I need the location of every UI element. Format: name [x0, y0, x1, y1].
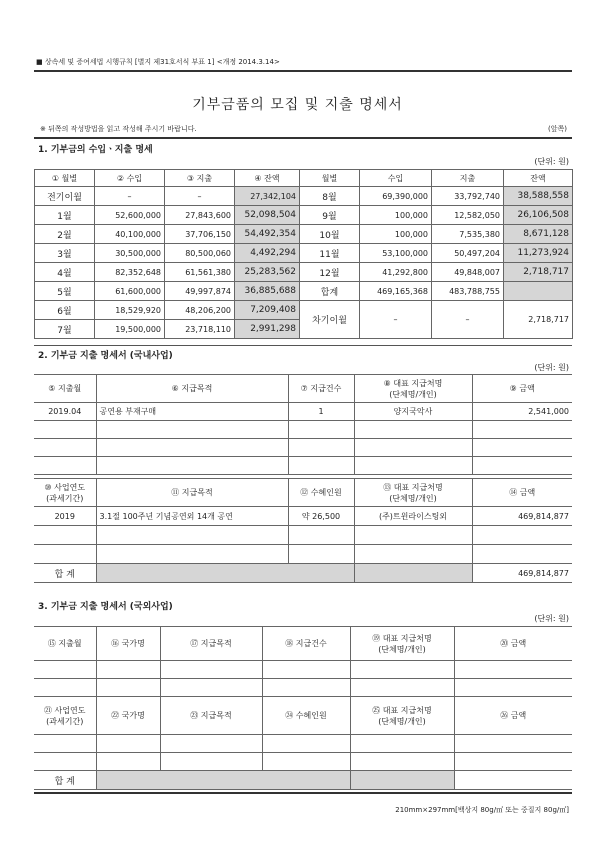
header-business-year: ㉑ 사업연도 (과세기간) [34, 697, 96, 735]
total-shaded-cell [350, 771, 454, 790]
header-amount: ⑳ 금액 [454, 627, 572, 661]
cell-income-2: 69,390,000 [360, 187, 432, 206]
cell-month: 2월 [35, 225, 95, 244]
table-row [35, 206, 573, 225]
header-recipient: ㉕ 대표 지급처명 (단체명/개인) [350, 697, 454, 735]
table-header-row [34, 375, 572, 403]
cell-balance: 25,283,562 [235, 263, 300, 282]
cell-income: 18,529,920 [95, 301, 165, 320]
header-payment-month: ⑮ 지출월 [34, 627, 96, 661]
cell-month-2: 9월 [300, 206, 360, 225]
cell-month: 4월 [35, 263, 95, 282]
cell-total-income: 469,165,368 [360, 282, 432, 301]
cell-balance-2: 26,106,508 [504, 206, 573, 225]
header-country: ㉒ 국가명 [96, 697, 160, 735]
cell-expense: 48,206,200 [165, 301, 235, 320]
table-row [35, 282, 573, 301]
paper-spec: 210mm×297mm[백상지 80g/㎡ 또는 중질지 80g/㎡] [395, 806, 569, 814]
cell-recipient: 양지국악사 [354, 403, 472, 421]
cell-income-2: 100,000 [360, 225, 432, 244]
cell-income: 52,600,000 [95, 206, 165, 225]
header-rule [34, 70, 572, 72]
header-purpose: ㉓ 지급목적 [160, 697, 262, 735]
cell-carryover-income: – [360, 301, 432, 339]
header-amount: ⑨ 금액 [472, 375, 572, 403]
table-row-empty [34, 545, 572, 564]
table-row [35, 263, 573, 282]
section2-title: 2. 기부금 지출 명세서 (국내사업) [38, 351, 173, 361]
table-row-empty [34, 457, 572, 475]
total-label: 합 계 [34, 564, 96, 583]
header-income: ② 수입 [95, 170, 165, 187]
cell-income: 82,352,648 [95, 263, 165, 282]
header-business-year: ⑩ 사업연도 (과세기간) [34, 479, 96, 507]
section1-unit: (단위: 원) [534, 157, 569, 166]
cell-carryover-balance: 2,718,717 [504, 301, 573, 339]
header-month: ① 월별 [35, 170, 95, 187]
cell-balance: 52,098,504 [235, 206, 300, 225]
cell-month: 6월 [35, 301, 95, 320]
cell-income: 30,500,000 [95, 244, 165, 263]
table-header-row [35, 170, 573, 187]
table-row [34, 403, 572, 421]
cell-income-2: 41,292,800 [360, 263, 432, 282]
table-total-row [34, 564, 572, 583]
cell-expense-2: 12,582,050 [432, 206, 504, 225]
total-amount: 469,814,877 [472, 564, 572, 583]
cell-expense: 49,997,874 [165, 282, 235, 301]
cell-income: 40,100,000 [95, 225, 165, 244]
header-income-2: 수입 [360, 170, 432, 187]
table-header-row [34, 479, 572, 507]
table-row [35, 225, 573, 244]
header-purpose: ⑥ 지급목적 [96, 375, 288, 403]
table-row-empty [34, 735, 572, 753]
cell-expense: 27,843,600 [165, 206, 235, 225]
table-row-empty [34, 421, 572, 439]
header-expense-2: 지출 [432, 170, 504, 187]
cell-expense: 23,718,110 [165, 320, 235, 339]
total-shaded-cell [354, 564, 472, 583]
section1-top-rule [34, 137, 572, 139]
header-purpose: ⑰ 지급목적 [160, 627, 262, 661]
cell-expense-2: 50,497,204 [432, 244, 504, 263]
cell-carryover-label: 차기이월 [300, 301, 360, 339]
section2-unit: (단위: 원) [534, 363, 569, 372]
cell-balance: 4,492,294 [235, 244, 300, 263]
cell-expense: 61,561,380 [165, 263, 235, 282]
table-row [35, 244, 573, 263]
cell-expense-2: 49,848,007 [432, 263, 504, 282]
document-title: 기부금품의 모집 및 지출 명세서 [192, 97, 403, 113]
header-purpose: ⑪ 지급목적 [96, 479, 288, 507]
cell-total-expense: 483,788,755 [432, 282, 504, 301]
section2-top-rule [34, 345, 572, 346]
cell-amount: 2,541,000 [472, 403, 572, 421]
cell-purpose: 공연용 부재구매 [96, 403, 288, 421]
header-count: ⑱ 지급건수 [262, 627, 350, 661]
cell-month: 7월 [35, 320, 95, 339]
table-total-row [34, 771, 572, 790]
header-balance-2: 잔액 [504, 170, 573, 187]
cell-purpose: 3.1절 100주년 기념공연외 14개 공연 [96, 507, 288, 526]
total-shaded-cell [96, 771, 350, 790]
header-month-2: 월별 [300, 170, 360, 187]
cell-beneficiaries: 약 26,500 [288, 507, 354, 526]
cell-business-year: 2019 [34, 507, 96, 526]
section3-title: 3. 기부금 지출 명세서 (국외사업) [38, 602, 173, 612]
cell-month: 3월 [35, 244, 95, 263]
table-row-empty [34, 679, 572, 697]
cell-month: 전기이월 [35, 187, 95, 206]
table-row [35, 187, 573, 206]
cell-month-2: 10월 [300, 225, 360, 244]
cell-income-2: 100,000 [360, 206, 432, 225]
cell-total-balance-empty [504, 282, 573, 301]
header-amount: ㉖ 금액 [454, 697, 572, 735]
table-row [34, 507, 572, 526]
cell-amount: 469,814,877 [472, 507, 572, 526]
header-country: ⑯ 국가명 [96, 627, 160, 661]
cell-balance: 27,342,104 [235, 187, 300, 206]
section1-title: 1. 기부금의 수입ㆍ지출 명세 [38, 145, 153, 155]
header-count: ⑦ 지급건수 [288, 375, 354, 403]
page-side-label: (앞쪽) [548, 125, 567, 133]
cell-balance-2: 11,273,924 [504, 244, 573, 263]
table-header-row [34, 697, 572, 735]
cell-month-2: 11월 [300, 244, 360, 263]
header-recipient: ⑧ 대표 지급처명 (단체명/개인) [354, 375, 472, 403]
cell-month-2: 8월 [300, 187, 360, 206]
table-row-empty [34, 753, 572, 771]
table-row-empty [34, 439, 572, 457]
header-beneficiaries: ⑫ 수혜인원 [288, 479, 354, 507]
cell-expense: 37,706,150 [165, 225, 235, 244]
header-recipient: ⑲ 대표 지급처명 (단체명/개인) [350, 627, 454, 661]
header-balance: ④ 잔액 [235, 170, 300, 187]
footer-rule [34, 792, 572, 794]
cell-expense-2: 7,535,380 [432, 225, 504, 244]
cell-balance: 2,991,298 [235, 320, 300, 339]
cell-balance-2: 38,588,558 [504, 187, 573, 206]
cell-expense: – [165, 187, 235, 206]
cell-payment-month: 2019.04 [34, 403, 96, 421]
header-expense: ③ 지출 [165, 170, 235, 187]
total-shaded-cell [96, 564, 354, 583]
cell-recipient: (주)트윈라이스팅외 [354, 507, 472, 526]
cell-income-2: 53,100,000 [360, 244, 432, 263]
table-row-empty [34, 661, 572, 679]
cell-balance: 36,885,688 [235, 282, 300, 301]
header-amount: ⑭ 금액 [472, 479, 572, 507]
domestic-expense-table-b [34, 478, 572, 583]
total-amount-empty [454, 771, 572, 790]
instruction-note: ※ 뒤쪽의 작성방법을 읽고 작성해 주시기 바랍니다. [40, 125, 197, 133]
cell-income: 61,600,000 [95, 282, 165, 301]
overseas-expense-table [34, 626, 572, 790]
cell-carryover-expense: – [432, 301, 504, 339]
total-label: 합 계 [34, 771, 96, 790]
cell-balance-2: 8,671,128 [504, 225, 573, 244]
header-recipient: ⑬ 대표 지급처명 (단체명/개인) [354, 479, 472, 507]
cell-balance: 54,492,354 [235, 225, 300, 244]
table-row [35, 301, 573, 320]
cell-balance-2: 2,718,717 [504, 263, 573, 282]
cell-total-label: 합계 [300, 282, 360, 301]
cell-income: – [95, 187, 165, 206]
cell-expense-2: 33,792,740 [432, 187, 504, 206]
cell-expense: 80,500,060 [165, 244, 235, 263]
table-row-empty [34, 526, 572, 545]
cell-month-2: 12월 [300, 263, 360, 282]
form-reference-note: ■ 상속세 및 증여세법 시행규칙 [별지 제31호서식 부표 1] <개정 2014.3.14> [36, 58, 280, 66]
cell-month: 1월 [35, 206, 95, 225]
section3-unit: (단위: 원) [534, 614, 569, 623]
domestic-expense-table-a [34, 374, 572, 475]
header-beneficiaries: ㉔ 수혜인원 [262, 697, 350, 735]
table-header-row [34, 627, 572, 661]
cell-income: 19,500,000 [95, 320, 165, 339]
income-expense-table [34, 169, 573, 339]
header-payment-month: ⑤ 지출월 [34, 375, 96, 403]
cell-count: 1 [288, 403, 354, 421]
cell-month: 5월 [35, 282, 95, 301]
cell-balance: 7,209,408 [235, 301, 300, 320]
